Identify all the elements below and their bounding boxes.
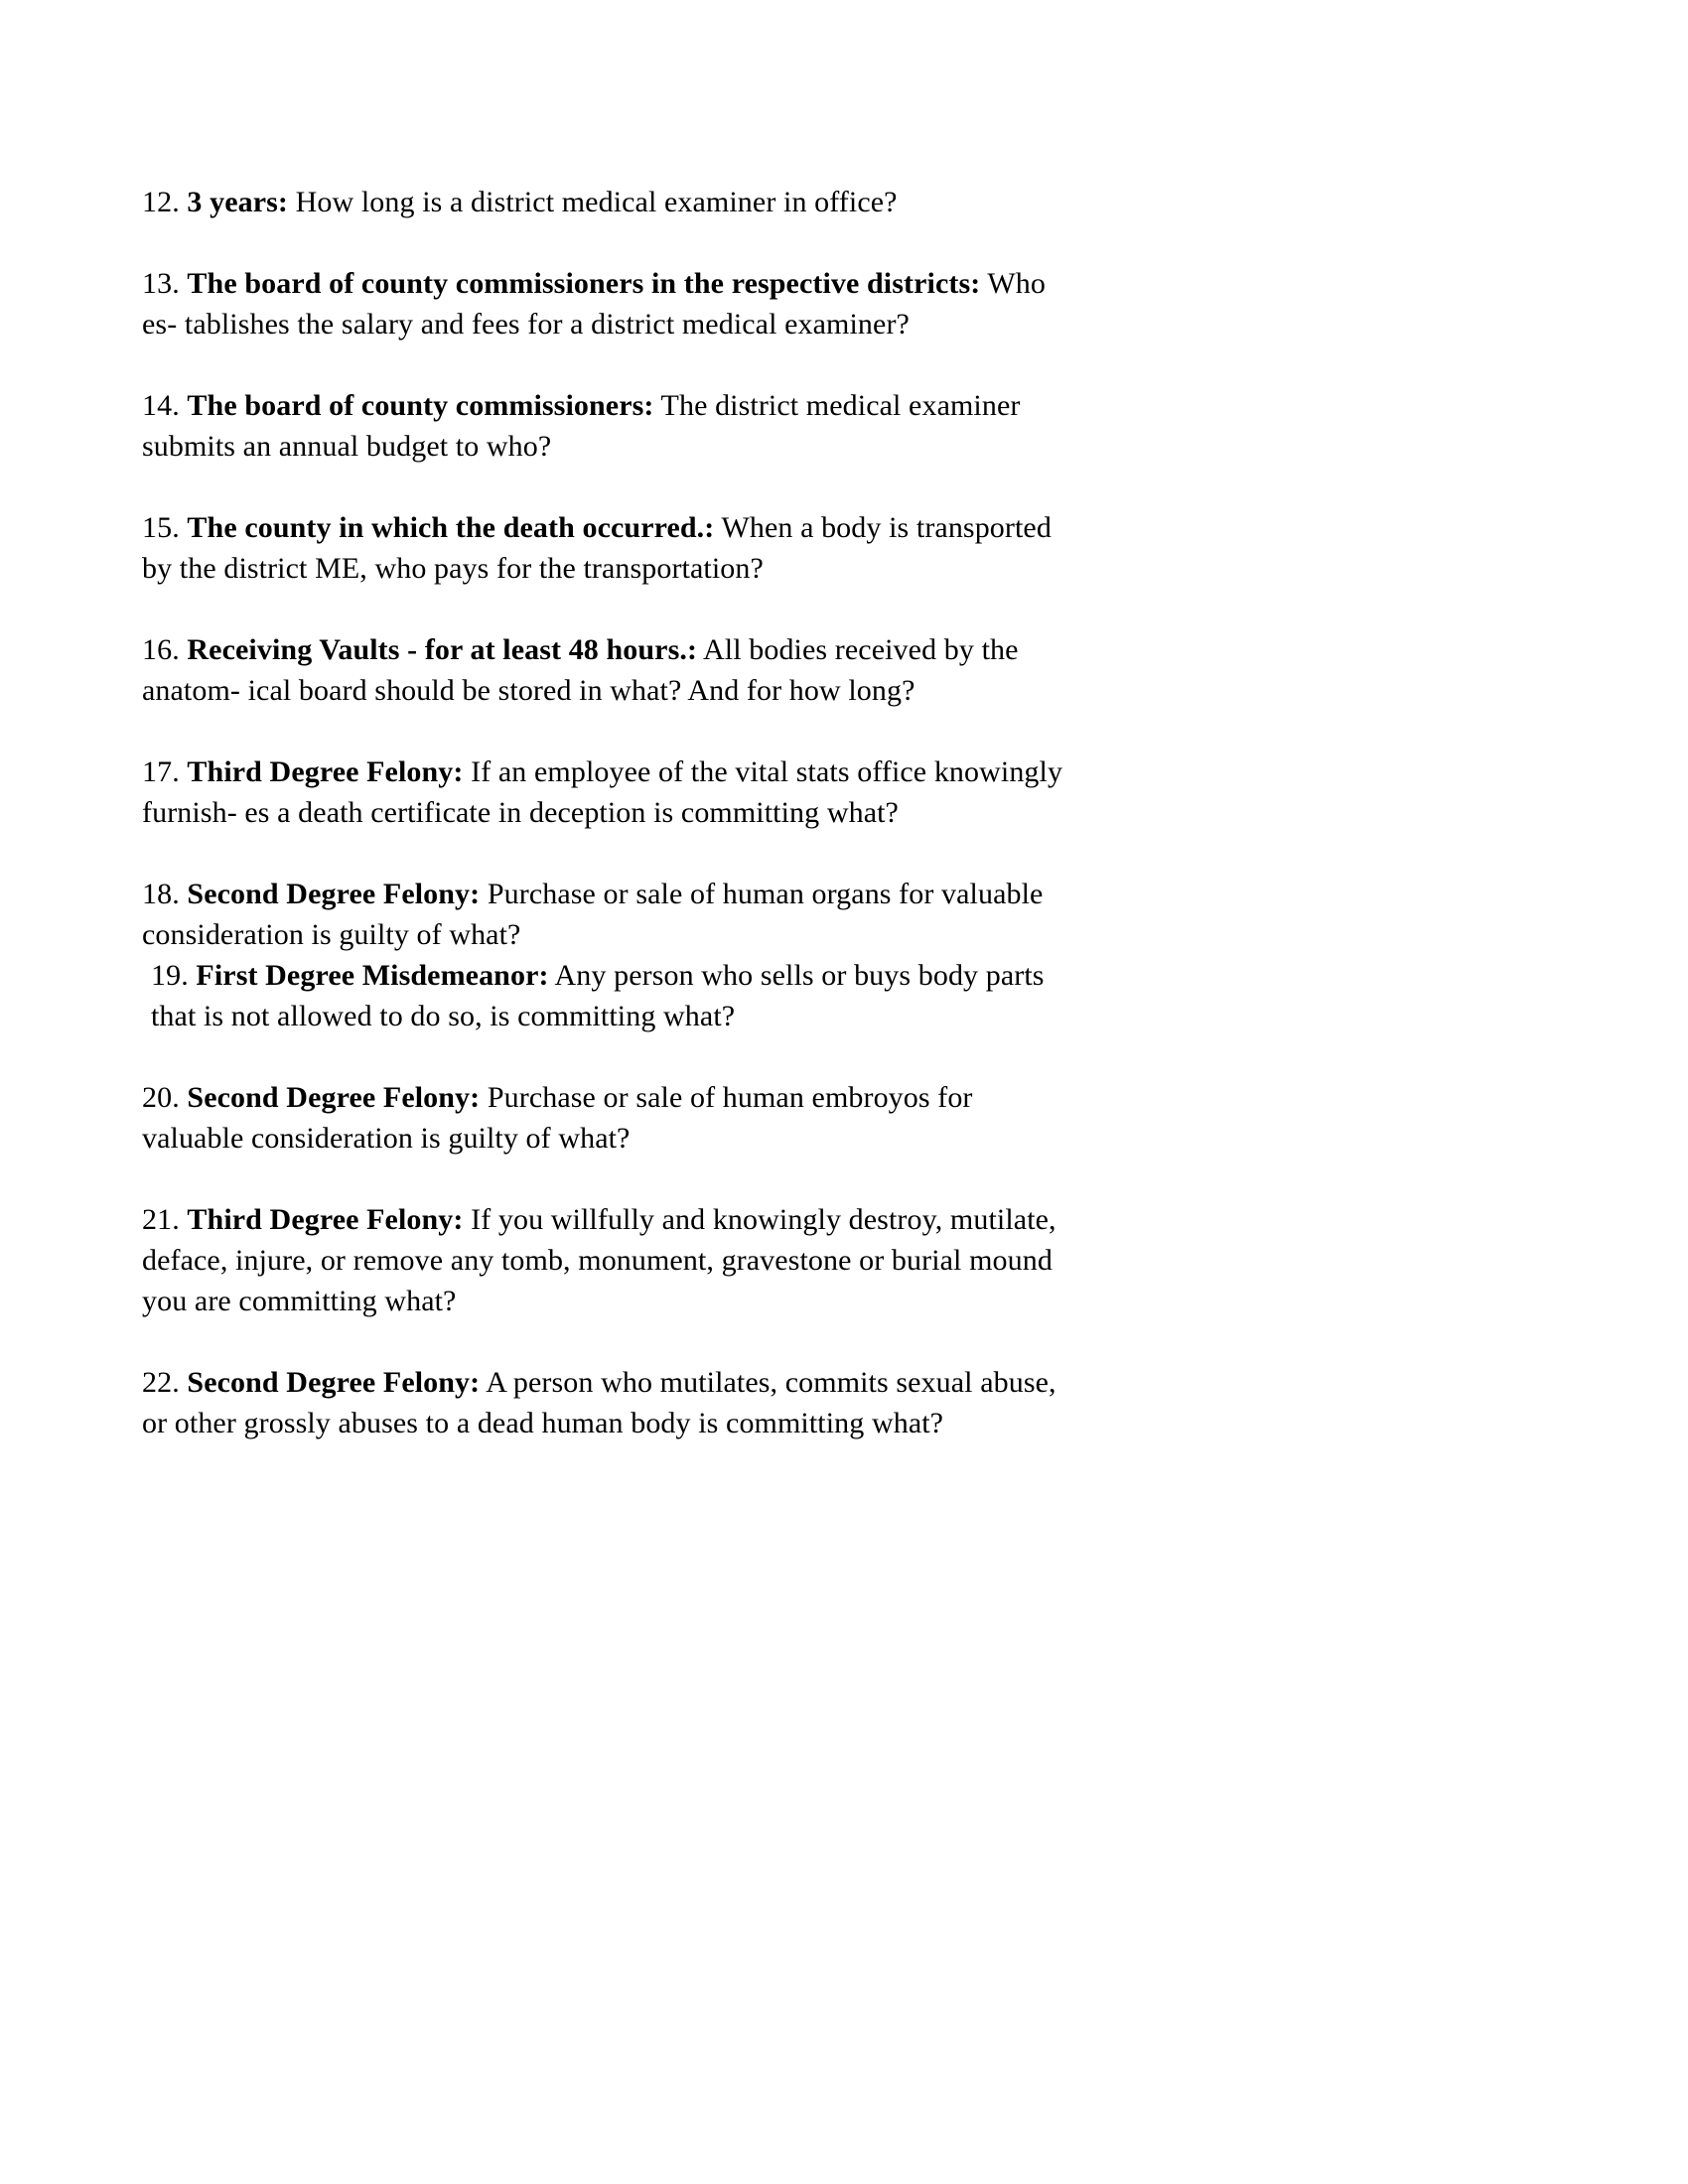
item-number: 12. [142, 186, 180, 218]
item-number: 14. [142, 389, 180, 422]
item-question: All bodies received by the anatom- ical board should be stored in what? And for how long? [142, 633, 1019, 707]
list-item [142, 1199, 1070, 1321]
item-answer: The county in which the death occurred.: [187, 511, 715, 544]
item-number: 19. [151, 959, 189, 992]
list-item [142, 629, 1070, 711]
item-answer: First Degree Misdemeanor: [196, 959, 549, 992]
item-question: When a body is transported by the district ME, who pays for the transportation? [142, 511, 1052, 585]
item-question: Purchase or sale of human embroyos for valuable consideration is guilty of what? [142, 1081, 973, 1155]
item-answer: The board of county commissioners: [187, 389, 654, 422]
list-item [142, 507, 1070, 589]
list-item [142, 955, 1070, 1036]
list-item [142, 263, 1070, 344]
item-question: If you willfully and knowingly destroy, mutilate, deface, injure, or remove any tomb, monument, gravestone or burial mound you are committing what? [142, 1203, 1056, 1317]
item-question: The district medical examiner submits an annual budget to who? [142, 389, 1021, 463]
item-number: 18. [142, 878, 180, 910]
item-answer: Second Degree Felony: [187, 1081, 481, 1114]
list-item [142, 1077, 1070, 1159]
item-answer: Second Degree Felony: [187, 1366, 481, 1399]
item-question: Purchase or sale of human organs for valuable consideration is guilty of what? [142, 878, 1044, 951]
list-item [142, 385, 1070, 467]
question-list [142, 182, 1070, 1484]
item-number: 20. [142, 1081, 180, 1114]
item-question: How long is a district medical examiner in office? [295, 186, 898, 218]
item-number: 15. [142, 511, 180, 544]
item-number: 16. [142, 633, 180, 666]
item-question: A person who mutilates, commits sexual abuse, or other grossly abuses to a dead human body is committing what? [142, 1366, 1056, 1439]
item-answer: 3 years: [187, 186, 289, 218]
item-question: Who es- tablishes the salary and fees for a district medical examiner? [142, 267, 1047, 341]
item-answer: Second Degree Felony: [187, 878, 481, 910]
item-number: 22. [142, 1366, 180, 1399]
item-number: 13. [142, 267, 180, 300]
list-item [142, 182, 1070, 222]
item-answer: Receiving Vaults - for at least 48 hours.: [187, 633, 698, 666]
item-answer: The board of county commissioners in the respective districts: [187, 267, 981, 300]
item-answer: Third Degree Felony: [187, 755, 464, 788]
item-answer: Third Degree Felony: [187, 1203, 464, 1236]
list-item [142, 751, 1070, 833]
list-item [142, 1362, 1070, 1443]
item-question: If an employee of the vital stats office knowingly furnish- es a death certificate in deception is committing what? [142, 755, 1063, 829]
list-item [142, 874, 1070, 955]
item-number: 21. [142, 1203, 180, 1236]
item-number: 17. [142, 755, 180, 788]
item-question: Any person who sells or buys body parts that is not allowed to do so, is committing what? [151, 959, 1045, 1032]
